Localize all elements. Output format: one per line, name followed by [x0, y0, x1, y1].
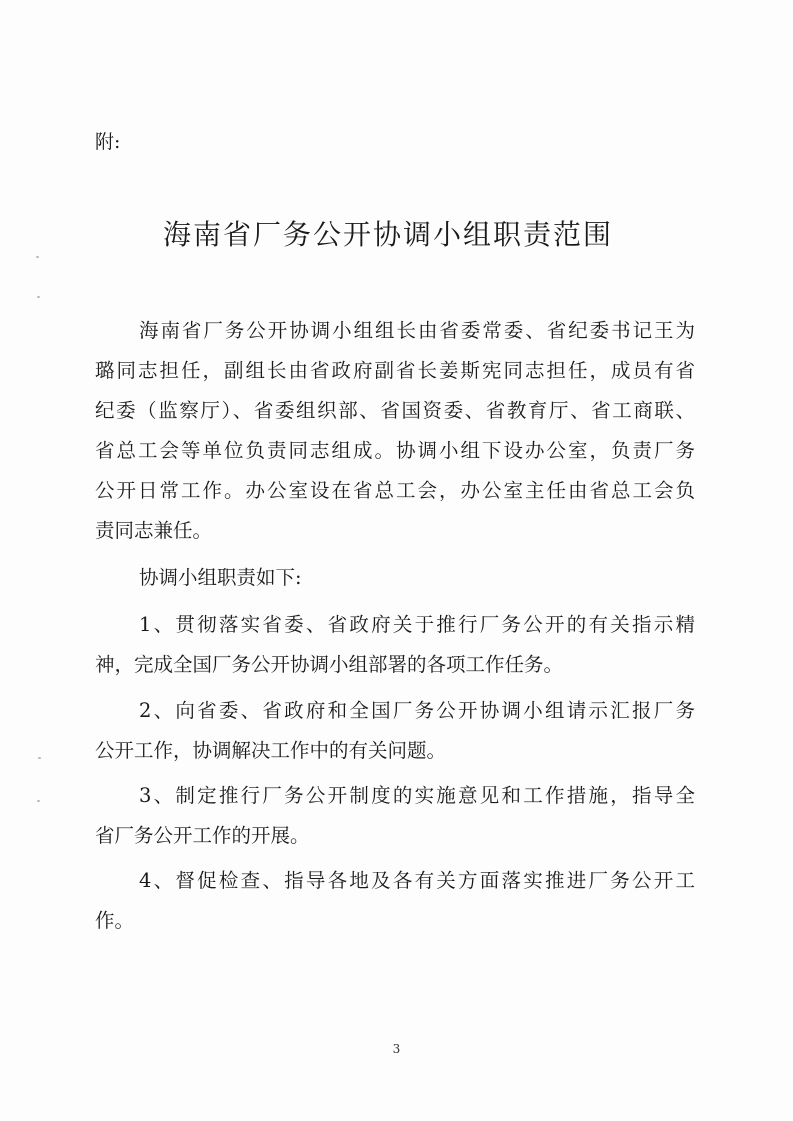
scan-speck — [37, 296, 40, 298]
duty-4-line-1: 4、督促检查、指导各地及各有关方面落实推进厂务公开工 — [139, 869, 695, 892]
page-number: 3 — [392, 1042, 401, 1056]
attachment-label: 附: — [95, 131, 121, 153]
intro-line-5: 公开日常工作。办公室设在省总工会，办公室主任由省总工会负 — [95, 479, 695, 502]
intro-line-2: 璐同志担任，副组长由省政府副省长姜斯宪同志担任，成员有省 — [95, 359, 695, 382]
scan-speck — [38, 757, 41, 759]
duties-heading: 协调小组职责如下: — [139, 566, 302, 589]
duty-4-line-2: 作。 — [95, 909, 135, 932]
duty-1-line-1: 1、贯彻落实省委、省政府关于推行厂务公开的有关指示精 — [139, 613, 695, 636]
duty-1-line-2: 神，完成全国厂务公开协调小组部署的各项工作任务。 — [95, 653, 564, 676]
duty-3-line-2: 省厂务公开工作的开展。 — [95, 824, 310, 847]
intro-line-3: 纪委（监察厅）、省委组织部、省国资委、省教育厅、省工商联、 — [95, 399, 695, 422]
duty-2-line-2: 公开工作，协调解决工作中的有关问题。 — [95, 739, 447, 762]
duty-2-line-1: 2、向省委、省政府和全国厂务公开协调小组请示汇报厂务 — [139, 699, 695, 722]
intro-line-6: 责同志兼任。 — [95, 519, 213, 542]
scan-speck — [37, 800, 40, 802]
scan-speck — [36, 256, 39, 258]
intro-line-1: 海南省厂务公开协调小组组长由省委常委、省纪委书记王为 — [139, 319, 695, 342]
document-title: 海南省厂务公开协调小组职责范围 — [163, 218, 614, 251]
duty-3-line-1: 3、制定推行厂务公开制度的实施意见和工作措施，指导全 — [139, 784, 695, 807]
intro-line-4: 省总工会等单位负责同志组成。协调小组下设办公室，负责厂务 — [95, 439, 695, 462]
